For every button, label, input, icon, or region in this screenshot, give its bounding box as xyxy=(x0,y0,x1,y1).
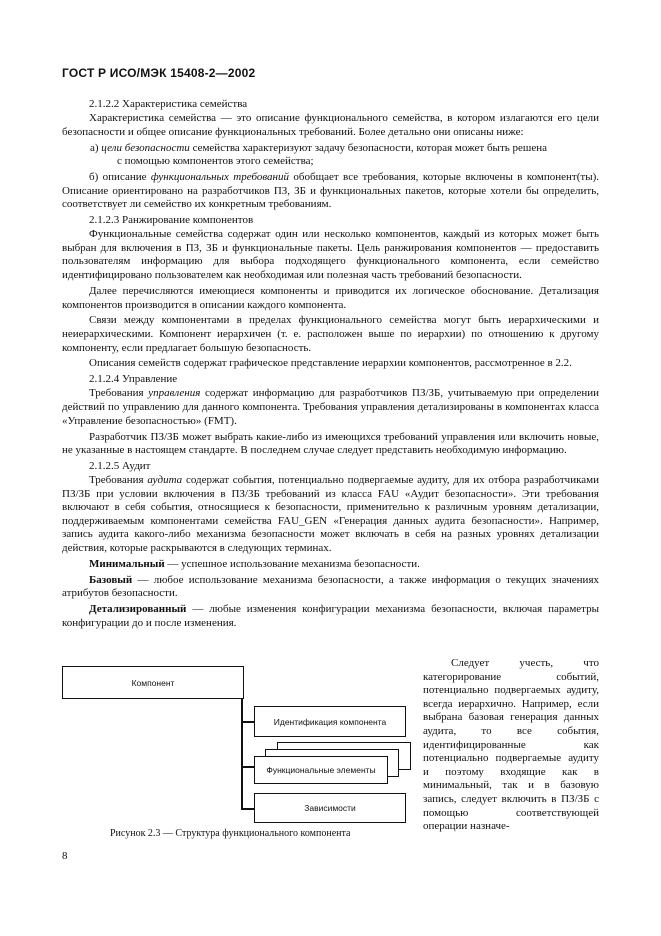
list-item: б) описание функциональных требований обобщает все требования, которые включены в компонент(ты). Описание ориентировано на разработчиков ПЗ, ЗБ и функциональных пакетов, которые хотели бы определить, соответствует ли семейство их конкретным требованиям. xyxy=(62,171,599,211)
side-paragraph: Следует учесть, что категорирование событий, потенциально подвергаемых аудиту, всегда иерархично. Например, если выбрана базовая генерация данных аудита, то все события, идентифицированные как потенциально подвергаемые аудиту и поэтому входящие как в минимальный, так и в базовую запись, следует включить в ПЗ/ЗБ с помощью соответствующей операции назначе- xyxy=(423,657,599,833)
functional-elements-box: Функциональные элементы xyxy=(254,756,388,784)
section-heading: 2.1.2.4 Управление xyxy=(89,373,178,386)
component-structure-diagram xyxy=(62,666,417,831)
paragraph: Функциональные семейства содержат один или несколько компонентов, каждый из которых может быть выбран для включения в ПЗ, ЗБ и функциональные пакеты. Цель ранжирования компонентов — предоставить пользователям информацию для выбора подходящего функционального компонента, если семейство идентифицировано пользователем как необходимая или полезная часть требований безопасности. xyxy=(62,228,599,282)
section-heading: 2.1.2.5 Аудит xyxy=(89,460,151,473)
term-definition: Базовый — любое использование механизма безопасности, а также информация о текущих значениях атрибутов безопасности. xyxy=(62,573,599,600)
term: Базовый xyxy=(89,573,133,586)
page-header: ГОСТ Р ИСО/МЭК 15408-2—2002 xyxy=(62,66,256,80)
paragraph: Требования управления содержат информацию для разработчиков ПЗ/ЗБ, учитываемую при определении действий по управлению для данного компонента. Требования управления детализированы в компонентах класса «Управление безопасностью» (FMT). xyxy=(62,387,600,427)
component-box: Компонент xyxy=(62,666,244,699)
italic-term: функциональных требований xyxy=(150,171,290,184)
paragraph: Далее перечисляются имеющиеся компоненты и приводится их логическое обоснование. Детализация компонентов производится в описании каждого компонента. xyxy=(62,284,599,311)
term-definition: Детализированный — любые изменения конфигурации механизма безопасности, включая параметры конфигурации до и после изменения. xyxy=(62,603,599,629)
connector-line xyxy=(241,808,254,810)
connector-line xyxy=(241,698,243,809)
figure-caption: Рисунок 2.3 — Структура функционального компонента xyxy=(110,828,351,839)
italic-term: аудита xyxy=(147,474,183,487)
section-heading: 2.1.2.3 Ранжирование компонентов xyxy=(89,214,254,227)
paragraph: Характеристика семейства — это описание функционального семейства, в котором излагаются его цели безопасности и общее описание функциональных требований. Более детально они описаны ниже: xyxy=(62,112,599,138)
paragraph: Разработчик ПЗ/ЗБ может выбрать какие-либо из имеющихся требований управления или включить новые, не указанные в настоящем стандарте. В последнем случае следует представить необходимую информацию. xyxy=(62,430,599,457)
term-definition: Минимальный — успешное использование механизма безопасности. xyxy=(89,557,420,570)
term: Минимальный xyxy=(89,557,165,570)
identification-box: Идентификация компонента xyxy=(254,706,406,737)
page-number: 8 xyxy=(62,850,68,862)
term: Детализированный xyxy=(89,603,187,616)
paragraph: Связи между компонентами в пределах функционального семейства могут быть иерархическими и неиерархическими. Компонент иерархичен (т. е. расположен выше по иерархии) по отношению к другому компоненту, если предлагает большую безопасность. xyxy=(62,314,599,354)
italic-term: управления xyxy=(148,387,201,400)
paragraph: Описания семейств содержат графическое представление иерархии компонентов, рассмотренное в 2.2. xyxy=(89,357,572,370)
italic-term: цели безопасности xyxy=(101,141,190,154)
connector-line xyxy=(241,721,254,723)
connector-line xyxy=(241,766,254,768)
dependencies-box: Зависимости xyxy=(254,793,406,823)
body-text xyxy=(62,98,599,633)
list-item: а) цели безопасности семейства характеризуют задачу безопасности, которая может быть решена с помощью компонентов этого семейства; xyxy=(90,141,548,168)
paragraph: Требования аудита содержат события, потенциально подвергаемые аудиту, для их отбора разработчиками ПЗ/ЗБ при условии включения в ПЗ/ЗБ требований из класса FAU «Аудит безопасности». Эти требования включают в себя события, относящиеся к безопасности, применительно к различным уровням детализации, поддерживаемым компонентами семейства FAU_GEN «Генерация данных аудита безопасности». Например, запись аудита какого-либо механизма безопасности может включать в себя на разных уровнях детализации действия, которые раскрываются в следующих терминах. xyxy=(62,474,600,555)
section-heading: 2.1.2.2 Характеристика семейства xyxy=(89,98,248,110)
